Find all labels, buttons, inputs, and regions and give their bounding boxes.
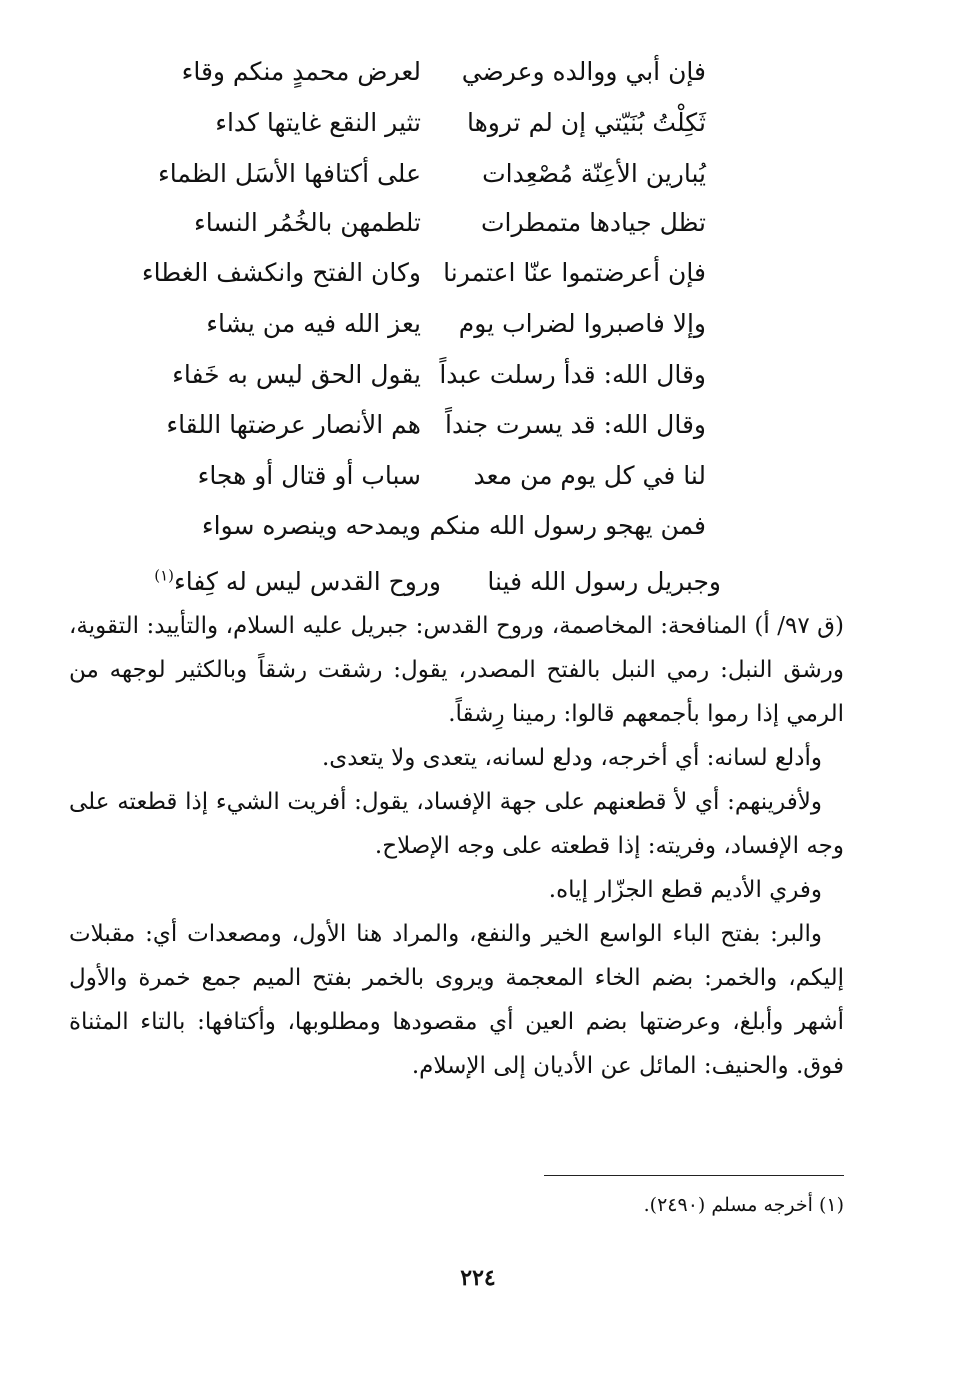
verse-first-hemistich: فإن أعرضتموا عنّا اعتمرنا xyxy=(443,258,706,287)
verse-first-hemistich: وإلا فاصبروا لضراب يوم xyxy=(458,309,706,338)
commentary-paragraph: والبر: بفتح الباء الواسع الخير والنفع، والمراد هنا الأول، ومصعدات أي: مقبلات إليكم، والخمر: بضم الخاء المعجمة ويروى بالخمر بفتح الميم جمع خمرة والأول أشهر وأبلغ، وعرضتها بضم العين أي مقصودها ومطلوبها، وأكتافها: بالتاء المثناة فوق. والحنيف: المائل عن الأديان إلى الإسلام. xyxy=(69,921,844,1079)
verse-second-hemistich: لعرض محمدٍ منكم وقاء xyxy=(181,57,421,86)
commentary-paragraph: ولأفرينهم: أي لأ قطعنهم على جهة الإفساد، يقول: أفريت الشيء إذا قطعته على وجه الإفساد، وفريته: إذا قطعته على وجه الإصلاح. xyxy=(69,789,844,859)
verse-first-hemistich: وجبريل رسول الله فينا xyxy=(487,567,721,596)
footnote-reference: (١) xyxy=(154,566,175,585)
verse-second-hemistich-text: وروح القدس ليس له كِفاء xyxy=(174,567,441,596)
verse-second-hemistich: تثير النقع غايتها كداء xyxy=(215,108,421,137)
commentary-paragraph: (ق ٩٧/ أ) المنافحة: المخاصمة، وروح القدس: جبريل عليه السلام، والتأييد: التقوية، ورشق النبل: رمي النبل بالفتح المصدر، يقول: رشقت رشقاً وبالكثير لوجهه من الرمي إذا رموا بأجمعهم قالوا: رمينا رِشقاً. xyxy=(69,613,844,727)
footnote: (١) أخرجه مسلم (٢٤٩٠). xyxy=(643,1194,844,1216)
verse-second-hemistich: على أكتافها الأسَل الظماء xyxy=(158,159,421,188)
verse-first-hemistich: ثَكِلْتُ بُنَيّتي إن لم تروها xyxy=(467,108,706,137)
commentary-text xyxy=(69,604,844,1088)
verse-second-hemistich: هم الأنصار عرضتها اللقاء xyxy=(166,410,421,439)
verse-first-hemistich: فمن يهجو رسول الله منكم xyxy=(429,511,706,540)
commentary-paragraph: وفري الأديم قطع الجزّار إياه. xyxy=(548,877,822,903)
verse-first-hemistich: وقال الله: قدأ رسلت عبداً xyxy=(439,360,706,389)
verse-second-hemistich: وكان الفتح وانكشف الغطاء xyxy=(141,258,421,287)
verse-first-hemistich: وقال الله: قد يسرت جنداً xyxy=(445,410,706,439)
verse-first-hemistich: تظل جيادها متمطرات xyxy=(480,208,706,237)
verse-first-hemistich: فإن أبي ووالده وعرضي xyxy=(461,57,706,86)
verse-second-hemistich: يقول الحق ليس به خَفاء xyxy=(172,360,421,389)
verse-first-hemistich: لنا في كل يوم من معد xyxy=(473,461,706,490)
verse-second-hemistich: ويمدحه وينصره سواء xyxy=(201,511,421,540)
verse-first-hemistich: يُبارين الأعِنّة مُصْعِدات xyxy=(482,159,706,188)
page-number: ٢٢٤ xyxy=(460,1265,496,1291)
verse-second-hemistich: سباب أو قتال أو هجاء xyxy=(197,461,421,490)
verse-second-hemistich xyxy=(154,562,441,602)
commentary-paragraph: وأدلع لسانه: أي أخرجه، ودلع لسانه، يتعدى ولا يتعدى. xyxy=(321,745,822,771)
verse-second-hemistich: يعز الله فيه من يشاء xyxy=(206,309,421,338)
footnote-divider xyxy=(544,1175,844,1176)
verse-second-hemistich: تلطمهن بالخُمُر النساء xyxy=(193,208,421,237)
